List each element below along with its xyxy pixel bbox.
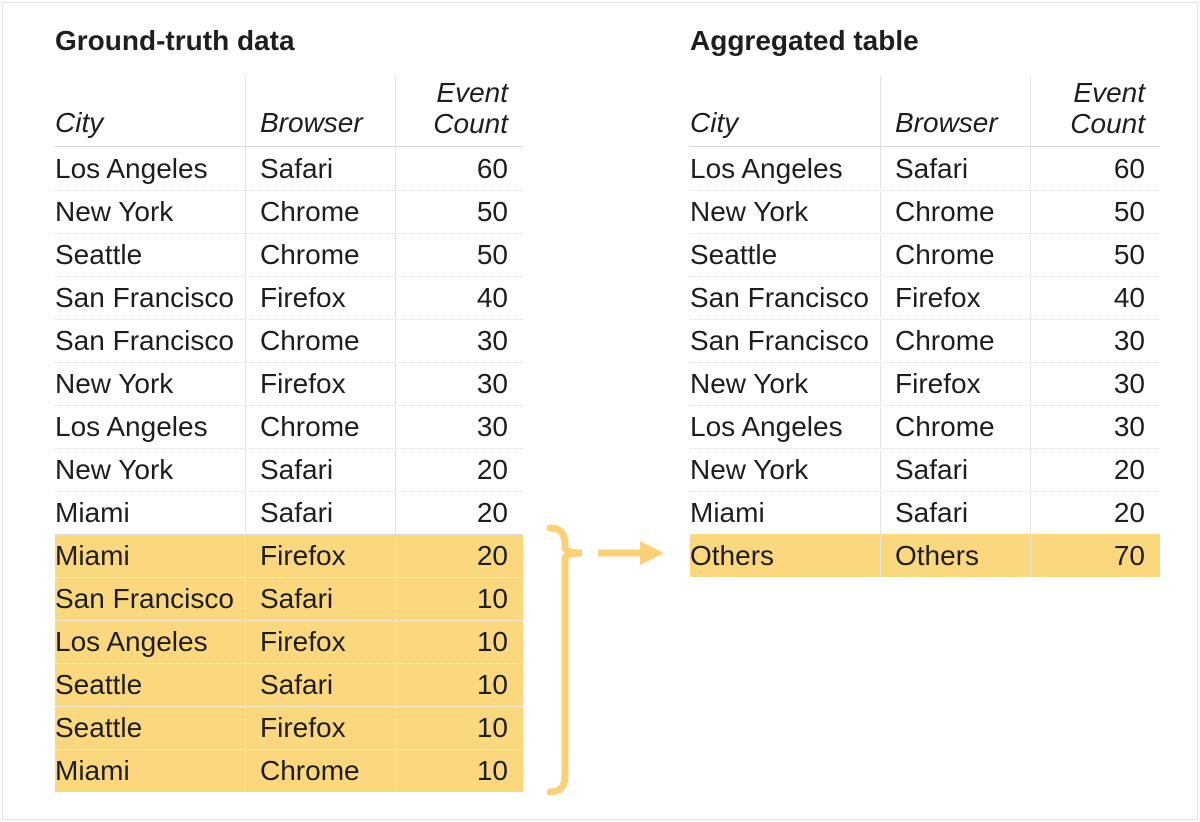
cell-browser: Chrome	[880, 320, 1030, 362]
col-header-browser: Browser	[880, 75, 1030, 146]
cell-city: Miami	[690, 497, 765, 528]
table-row	[55, 233, 523, 276]
ground-truth-title: Ground-truth data	[55, 25, 295, 56]
table-row	[690, 405, 1160, 448]
cell-city: San Francisco	[55, 583, 234, 614]
table-row	[55, 319, 523, 362]
cell-browser: Firefox	[245, 621, 395, 663]
cell-city: San Francisco	[55, 282, 234, 313]
table-row	[55, 749, 523, 792]
cell-event-count: 10	[395, 621, 523, 663]
cell-event-count: 50	[395, 234, 523, 276]
cell-city: Los Angeles	[690, 152, 843, 184]
table-body	[690, 147, 1160, 577]
cell-browser: Safari	[880, 449, 1030, 491]
cell-event-count: 30	[1030, 406, 1160, 448]
table-header-row	[690, 75, 1160, 147]
cell-city: Los Angeles	[55, 626, 208, 657]
curly-brace-icon	[542, 520, 592, 802]
cell-city: San Francisco	[690, 325, 869, 356]
cell-event-count: 30	[395, 363, 523, 405]
aggregated-table	[690, 75, 1160, 577]
table-row	[690, 319, 1160, 362]
table-row	[690, 534, 1160, 577]
cell-browser: Safari	[245, 492, 395, 534]
cell-city: Miami	[55, 497, 130, 528]
table-row	[55, 491, 523, 534]
cell-event-count: 10	[395, 578, 523, 620]
table-row	[55, 663, 523, 706]
col-header-event-count-label: Event Count	[1070, 77, 1145, 139]
cell-browser: Firefox	[880, 363, 1030, 405]
cell-browser: Safari	[880, 147, 1030, 190]
table-row	[55, 190, 523, 233]
cell-city: San Francisco	[690, 282, 869, 313]
cell-browser: Safari	[245, 578, 395, 620]
cell-city: Others	[690, 540, 775, 571]
cell-browser: Safari	[245, 449, 395, 491]
aggregated-title: Aggregated table	[690, 25, 919, 56]
cell-event-count: 10	[395, 707, 523, 749]
cell-event-count: 20	[395, 449, 523, 491]
cell-city: Seattle	[690, 239, 778, 270]
cell-browser: Firefox	[245, 535, 395, 577]
cell-city: Seattle	[55, 239, 143, 270]
cell-city: Miami	[55, 755, 130, 786]
cell-city: New York	[690, 196, 809, 227]
cell-event-count: 20	[1030, 492, 1160, 534]
cell-browser: Chrome	[245, 320, 395, 362]
cell-event-count: 30	[395, 320, 523, 362]
table-row	[690, 147, 1160, 190]
cell-browser: Chrome	[880, 234, 1030, 276]
cell-browser: Chrome	[880, 191, 1030, 233]
cell-browser: Safari	[880, 492, 1030, 534]
cell-browser: Chrome	[245, 406, 395, 448]
table-row	[690, 276, 1160, 319]
table-row	[690, 491, 1160, 534]
cell-event-count: 30	[395, 406, 523, 448]
cell-browser: Chrome	[880, 406, 1030, 448]
cell-browser: Safari	[245, 147, 395, 190]
table-row	[55, 706, 523, 749]
table-row	[55, 448, 523, 491]
cell-browser: Chrome	[245, 234, 395, 276]
col-header-city: City	[55, 107, 104, 138]
aggregated-panel	[690, 25, 1160, 577]
ground-truth-table	[55, 75, 523, 792]
cell-event-count: 20	[1030, 449, 1160, 491]
table-row	[55, 147, 523, 190]
col-header-city: City	[690, 107, 739, 138]
cell-browser: Safari	[245, 664, 395, 706]
cell-event-count: 30	[1030, 320, 1160, 362]
table-header-row	[55, 75, 523, 147]
cell-browser: Firefox	[880, 277, 1030, 319]
table-row	[55, 405, 523, 448]
ground-truth-panel	[55, 25, 523, 792]
col-header-browser: Browser	[245, 75, 395, 146]
cell-city: New York	[690, 454, 809, 485]
cell-event-count: 40	[1030, 277, 1160, 319]
cell-city: Seattle	[55, 712, 143, 743]
table-row	[55, 362, 523, 405]
cell-city: New York	[55, 196, 174, 227]
cell-browser: Chrome	[245, 750, 395, 792]
cell-event-count: 50	[1030, 234, 1160, 276]
cell-city: Los Angeles	[55, 411, 208, 442]
cell-event-count: 50	[395, 191, 523, 233]
cell-browser: Chrome	[245, 191, 395, 233]
cell-city: New York	[55, 454, 174, 485]
col-header-event-count	[395, 75, 523, 146]
cell-city: San Francisco	[55, 325, 234, 356]
table-row	[690, 190, 1160, 233]
table-body	[55, 147, 523, 792]
cell-event-count: 10	[395, 750, 523, 792]
cell-city: New York	[690, 368, 809, 399]
cell-event-count: 30	[1030, 363, 1160, 405]
arrow-right-icon	[596, 539, 668, 567]
col-header-event-count-label: Event Count	[433, 77, 508, 139]
cell-browser: Firefox	[245, 363, 395, 405]
cell-event-count: 40	[395, 277, 523, 319]
cell-city: Los Angeles	[55, 152, 208, 184]
table-row	[690, 362, 1160, 405]
cell-city: Seattle	[55, 669, 143, 700]
table-row	[55, 534, 523, 577]
cell-city: Los Angeles	[690, 411, 843, 442]
cell-browser: Firefox	[245, 277, 395, 319]
cell-event-count: 60	[1030, 147, 1160, 190]
cell-city: Miami	[55, 540, 130, 571]
col-header-event-count	[1030, 75, 1160, 146]
cell-event-count: 20	[395, 492, 523, 534]
table-row	[55, 276, 523, 319]
table-row	[690, 233, 1160, 276]
cell-browser: Firefox	[245, 707, 395, 749]
table-row	[690, 448, 1160, 491]
table-row	[55, 577, 523, 620]
cell-event-count: 20	[395, 535, 523, 577]
cell-event-count: 10	[395, 664, 523, 706]
cell-city: New York	[55, 368, 174, 399]
cell-event-count: 60	[395, 147, 523, 190]
cell-browser: Others	[880, 535, 1030, 577]
table-row	[55, 620, 523, 663]
cell-event-count: 50	[1030, 191, 1160, 233]
cell-event-count: 70	[1030, 535, 1160, 577]
